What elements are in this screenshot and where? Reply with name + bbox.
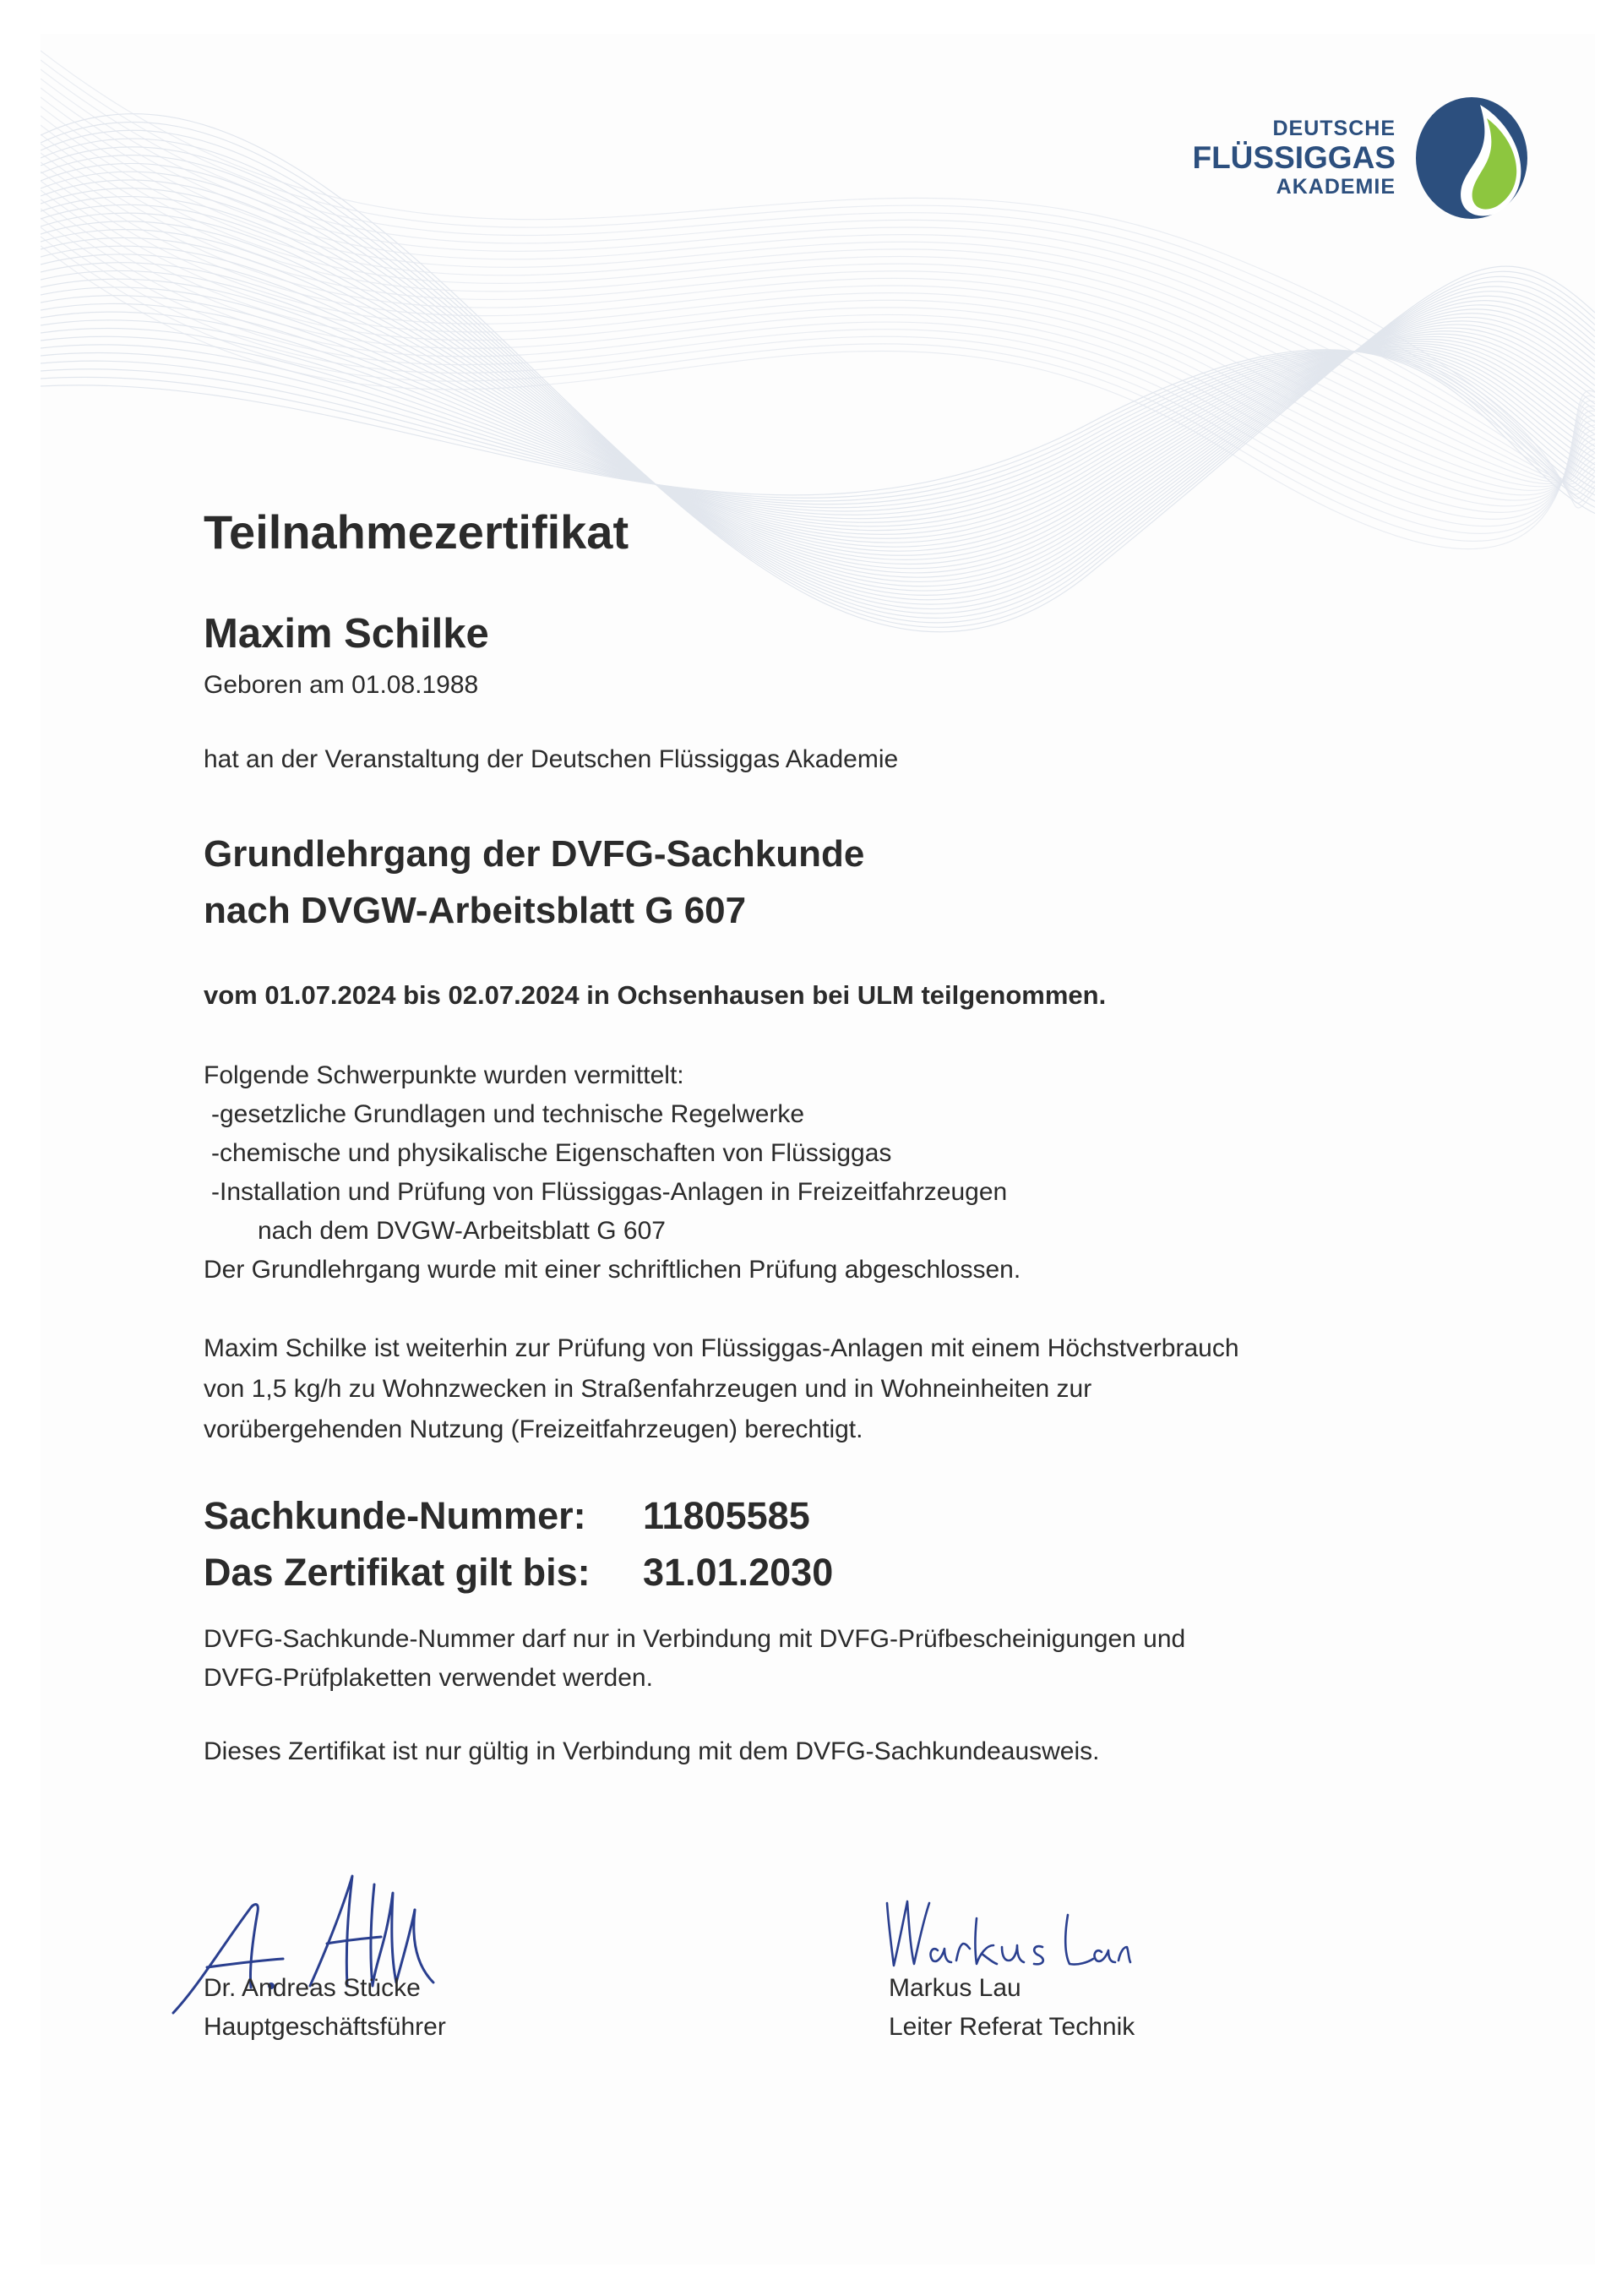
usage-note-line: DVFG-Sachkunde-Nummer darf nur in Verbindung mit DVFG-Prüfbescheinigungen und [204, 1625, 1186, 1653]
focus-item-continuation: nach dem DVGW-Arbeitsblatt G 607 [258, 1217, 666, 1245]
flame-drop-icon [1402, 95, 1538, 221]
authorization-line: von 1,5 kg/h zu Wohnzwecken in Straßenfahrzeugen und in Wohneinheiten zur [204, 1375, 1092, 1403]
course-dates: vom 01.07.2024 bis 02.07.2024 in Ochsenhausen bei ULM teilgenommen. [204, 980, 1107, 1010]
logo-line-1: DEUTSCHE [1272, 117, 1396, 140]
logo-line-3: AKADEMIE [1276, 175, 1396, 199]
signature-block-ceo [204, 1969, 446, 2047]
signatory-role: Leiter Referat Technik [889, 2013, 1135, 2041]
course-title-line: nach DVGW-Arbeitsblatt G 607 [204, 890, 747, 931]
authorization-line: vorübergehenden Nutzung (Freizeitfahrzeugen) berechtigt. [204, 1415, 863, 1443]
expertise-number-row [204, 1487, 833, 1544]
expertise-number-label: Sachkunde-Nummer: [204, 1494, 586, 1537]
signature-lau [879, 1884, 1132, 1977]
focus-heading: Folgende Schwerpunkte wurden vermittelt: [204, 1061, 684, 1089]
course-title [204, 826, 864, 939]
logo-wordmark [1192, 118, 1396, 198]
exam-statement: Der Grundlehrgang wurde mit einer schriftlichen Prüfung abgeschlossen. [204, 1256, 1021, 1284]
signatory-role: Hauptgeschäftsführer [204, 2013, 446, 2041]
signatory-name: Dr. Andreas Stücke [204, 1974, 421, 2002]
expertise-number-value: 11805585 [643, 1494, 810, 1537]
participant-name: Maxim Schilke [204, 611, 489, 657]
signature-block-technical [889, 1969, 1135, 2047]
certificate-numbers [204, 1487, 833, 1601]
focus-item: -Installation und Prüfung von Flüssiggas-Anlagen in Freizeitfahrzeugen [211, 1178, 1008, 1206]
valid-until-value: 31.01.2030 [643, 1551, 834, 1594]
authorization-line: Maxim Schilke ist weiterhin zur Prüfung von Flüssiggas-Anlagen mit einem Höchstverbrauch [204, 1334, 1239, 1362]
logo-line-2: FLÜSSIGGAS [1192, 140, 1396, 175]
validity-note: Dieses Zertifikat ist nur gültig in Verbindung mit dem DVFG-Sachkundeausweis. [204, 1737, 1100, 1765]
usage-note-line: DVFG-Prüfplaketten verwendet werden. [204, 1664, 653, 1692]
birth-date: Geboren am 01.08.1988 [204, 671, 479, 699]
usage-note [204, 1620, 1185, 1698]
valid-until-label: Das Zertifikat gilt bis: [204, 1551, 591, 1594]
signatory-name: Markus Lau [889, 1974, 1021, 2002]
focus-topics [204, 1056, 1021, 1290]
certificate-title: Teilnahmezertifikat [204, 505, 629, 559]
focus-item: -gesetzliche Grundlagen und technische Regelwerke [211, 1100, 805, 1128]
academy-logo [1149, 95, 1538, 221]
valid-until-row [204, 1544, 833, 1601]
intro-text: hat an der Veranstaltung der Deutschen Flüssiggas Akademie [204, 745, 899, 773]
course-title-line: Grundlehrgang der DVFG-Sachkunde [204, 833, 865, 875]
authorization-text [204, 1328, 1239, 1450]
focus-item: -chemische und physikalische Eigenschaften von Flüssiggas [211, 1139, 892, 1167]
